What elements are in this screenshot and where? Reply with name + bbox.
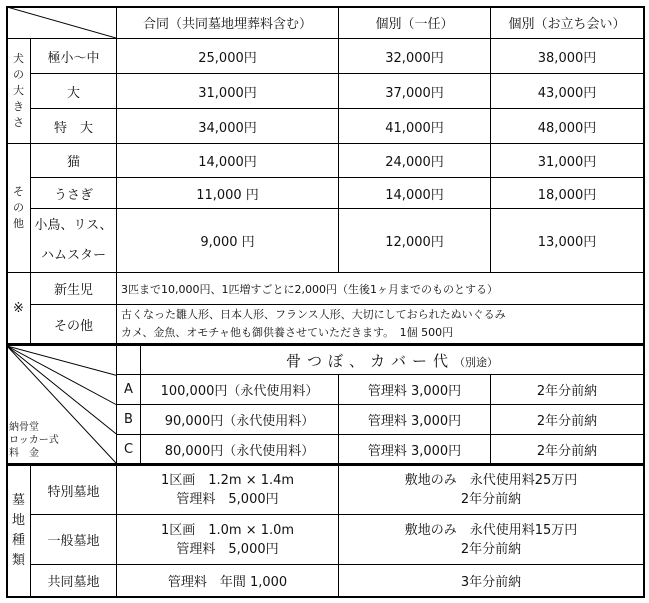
grave-details-special: 1区画 1.2m × 1.4m 管理料 5,000円 bbox=[117, 465, 339, 515]
price-cell: 12,000円 bbox=[339, 209, 491, 273]
locker-blank-cell bbox=[117, 345, 141, 375]
misc-text: 古くなった雛人形、日本人形、フランス人形、大切にしておられたぬいぐるみ カメ、金魚、オモチャ他も御供養させていただきます。 1個 500円 bbox=[117, 305, 644, 345]
header-attend: 個別（お立ち会い） bbox=[491, 7, 644, 39]
locker-price-c: 80,000円（永代使用料） bbox=[141, 435, 339, 465]
locker-term-c: 2年分前納 bbox=[491, 435, 644, 465]
price-cell: 18,000円 bbox=[491, 178, 644, 209]
price-cell: 14,000円 bbox=[117, 144, 339, 178]
row-label-cat: 猫 bbox=[31, 144, 117, 178]
grave-details-general: 1区画 1.0m × 1.0m 管理料 5,000円 bbox=[117, 515, 339, 565]
locker-term-b: 2年分前納 bbox=[491, 405, 644, 435]
price-cell: 14,000円 bbox=[339, 178, 491, 209]
row-label-general-grave: 一般墓地 bbox=[31, 515, 117, 565]
locker-price-b: 90,000円（永代使用料） bbox=[141, 405, 339, 435]
locker-header: 骨つぼ、カバー代（別途） bbox=[141, 345, 644, 375]
price-cell: 38,000円 bbox=[491, 39, 644, 74]
newborn-text: 3匹まで10,000円、1匹増すごとに2,000円（生後1ヶ月までのものとする） bbox=[117, 273, 644, 305]
price-cell: 48,000円 bbox=[491, 109, 644, 144]
price-cell: 37,000円 bbox=[339, 74, 491, 109]
price-cell: 11,000 円 bbox=[117, 178, 339, 209]
other-group-label: そ の 他 bbox=[7, 144, 31, 273]
locker-corner-cell bbox=[7, 345, 117, 465]
locker-term-a: 2年分前納 bbox=[491, 375, 644, 405]
price-cell: 41,000円 bbox=[339, 109, 491, 144]
grave-term-shared: 3年分前納 bbox=[339, 565, 644, 597]
locker-type-b: B bbox=[117, 405, 141, 435]
price-cell: 31,000円 bbox=[117, 74, 339, 109]
locker-fee-c: 管理料 3,000円 bbox=[339, 435, 491, 465]
locker-fee-a: 管理料 3,000円 bbox=[339, 375, 491, 405]
grave-fee-shared: 管理料 年間 1,000 bbox=[117, 565, 339, 597]
locker-label: 納骨堂 ロッカー式 料 金 bbox=[9, 422, 59, 459]
dog-size-group-label: 犬 の 大 き さ bbox=[7, 39, 31, 144]
row-label-newborn: 新生児 bbox=[31, 273, 117, 305]
locker-type-a: A bbox=[117, 375, 141, 405]
row-label-misc: その他 bbox=[31, 305, 117, 345]
header-individual: 個別（一任） bbox=[339, 7, 491, 39]
row-label-large: 大 bbox=[31, 74, 117, 109]
price-cell: 13,000円 bbox=[491, 209, 644, 273]
price-cell: 25,000円 bbox=[117, 39, 339, 74]
row-label-small-animals: 小鳥、リス、 ハムスター bbox=[31, 209, 117, 273]
locker-fee-b: 管理料 3,000円 bbox=[339, 405, 491, 435]
price-cell: 31,000円 bbox=[491, 144, 644, 178]
note-mark: ※ bbox=[7, 273, 31, 345]
row-label-special-grave: 特別墓地 bbox=[31, 465, 117, 515]
row-label-rabbit: うさぎ bbox=[31, 178, 117, 209]
grave-group-label: 墓 地 種 類 bbox=[7, 465, 31, 597]
price-sheet bbox=[6, 6, 643, 596]
price-cell: 9,000 円 bbox=[117, 209, 339, 273]
locker-type-c: C bbox=[117, 435, 141, 465]
row-label-small-medium: 極小〜中 bbox=[31, 39, 117, 74]
header-joint: 合同（共同墓地埋葬料含む） bbox=[117, 7, 339, 39]
price-cell: 43,000円 bbox=[491, 74, 644, 109]
grave-land-special: 敷地のみ 永代使用料25万円 2年分前納 bbox=[339, 465, 644, 515]
price-table bbox=[6, 6, 644, 597]
locker-price-a: 100,000円（永代使用料） bbox=[141, 375, 339, 405]
grave-land-general: 敷地のみ 永代使用料15万円 2年分前納 bbox=[339, 515, 644, 565]
header-corner-cell bbox=[7, 7, 117, 39]
price-cell: 32,000円 bbox=[339, 39, 491, 74]
price-cell: 34,000円 bbox=[117, 109, 339, 144]
row-label-shared-grave: 共同墓地 bbox=[31, 565, 117, 597]
price-cell: 24,000円 bbox=[339, 144, 491, 178]
row-label-extra-large: 特 大 bbox=[31, 109, 117, 144]
